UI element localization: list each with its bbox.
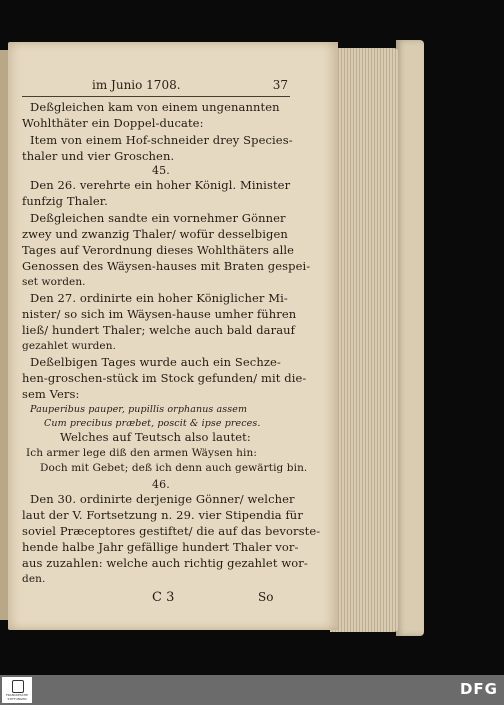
text-line: funfzig Thaler. (22, 194, 108, 208)
library-emblem-icon (12, 680, 24, 693)
text-line: Den 27. ordinirte ein hoher Königlicher Mi- (30, 291, 288, 305)
text-line: Deßgleichen sandte ein vornehmer Gönner (30, 211, 286, 225)
text-line: hende halbe Jahr gefällige hundert Thaler vor- (22, 540, 299, 554)
text-line: den. (22, 573, 46, 585)
text-line: gezahlet wurden. (22, 340, 117, 352)
text-line: Item von einem Hof-schneider drey Species- (30, 133, 293, 147)
text-line: zwey und zwanzig Thaler/ wofür desselbigen (22, 227, 288, 241)
text-line: Genossen des Wäysen-hauses mit Braten gespei- (22, 259, 311, 273)
dfg-logo[interactable]: DFG (459, 680, 498, 698)
verse-line: Doch mit Gebet; deß ich denn auch gewärtig bin. (40, 462, 308, 474)
verse-line: Ich armer lege diß den armen Wäysen hin: (26, 447, 257, 459)
text-line: Deßelbigen Tages wurde auch ein Sechze- (30, 355, 281, 369)
text-line: Den 30. ordinirte derjenige Gönner/ welcher (30, 492, 295, 506)
text-line: hen-groschen-stück im Stock gefunden/ mit die- (22, 371, 307, 385)
text-line: thaler und vier Groschen. (22, 149, 175, 163)
text-line: Den 26. verehrte ein hoher Königl. Minister (30, 178, 291, 192)
text-line: Welches auf Teutsch also lautet: (60, 430, 251, 444)
text-line: Tages auf Verordnung dieses Wohlthäters alle (22, 243, 295, 257)
section-number: 45. (152, 164, 170, 177)
catchword: So (258, 590, 274, 604)
text-line: Wohlthäter ein Doppel-ducate: (22, 116, 204, 130)
signature-mark: C 3 (152, 590, 175, 605)
text-line: nister/ so sich im Wäysen-hause umher führen (22, 307, 297, 321)
latin-verse-line: Pauperibus pauper, pupillis orphanus assem (30, 404, 248, 415)
text-line: laut der V. Fortsetzung n. 29. vier Stipendia für (22, 508, 303, 522)
running-title: im Junio 1708. (92, 78, 181, 92)
latin-verse-line: Cum precibus præbet, poscit & ipse preces. (44, 418, 261, 429)
text-line: aus zuzahlen: welche auch richtig gezahlet wor- (22, 556, 308, 570)
viewer-footer (0, 675, 504, 705)
text-line: set worden. (22, 276, 86, 288)
text-line: ließ/ hundert Thaler; welche auch bald darauf (22, 323, 296, 337)
page-number: 37 (272, 78, 288, 92)
text-line: soviel Præceptores gestiftet/ die auf das bevorste- (22, 524, 321, 538)
text-line: sem Vers: (22, 387, 80, 401)
library-logo[interactable] (2, 677, 32, 703)
section-number: 46. (152, 478, 170, 491)
library-logo-text: FRANCKESCHE STIFTUNGEN (5, 693, 29, 701)
text-line: Deßgleichen kam von einem ungenannten (30, 100, 280, 114)
